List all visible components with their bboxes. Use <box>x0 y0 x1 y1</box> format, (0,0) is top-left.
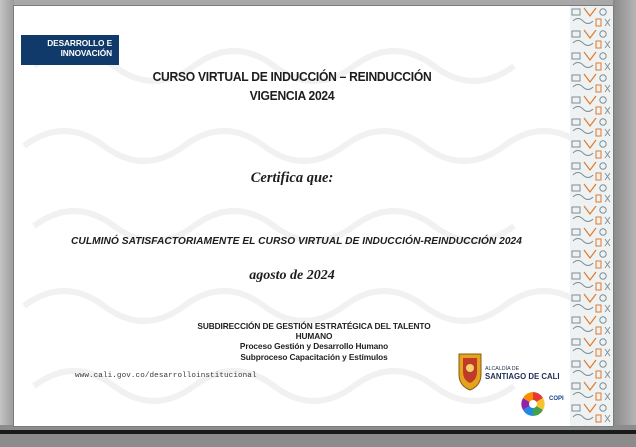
department-badge <box>21 35 119 65</box>
viewer-frame-bottom-edge <box>0 430 636 434</box>
issuer-block <box>184 321 444 362</box>
department-line-2: INNOVACIÓN <box>60 47 112 58</box>
alcaldia-line-1: ALCALDÍA DE <box>485 366 520 372</box>
viewer-frame-bottom <box>0 425 636 447</box>
course-title: CURSO VIRTUAL DE INDUCCIÓN – REINDUCCIÓN <box>152 69 432 84</box>
website-url: www.cali.gov.co/desarrolloinstitucional <box>75 372 257 380</box>
certifies-heading: Certifica que: <box>250 170 334 186</box>
viewer-frame-right <box>613 0 636 447</box>
alcaldia-line-2: SANTIAGO DE CALI <box>485 372 560 381</box>
course-validity: VIGENCIA 2024 <box>249 88 335 103</box>
copi-logo-icon <box>520 389 572 419</box>
certificate-date: agosto de 2024 <box>249 268 335 283</box>
certificate-page <box>14 6 613 426</box>
issuer-line-1: SUBDIRECCIÓN DE GESTIÓN ESTRATÉGICA DEL TALENTO <box>197 321 431 331</box>
cali-shield-icon <box>457 352 483 392</box>
issuer-line-3: Proceso Gestión y Desarrollo Humano <box>239 341 389 352</box>
issuer-line-2: HUMANO <box>295 331 333 342</box>
department-line-1: DESARROLLO E <box>47 38 112 48</box>
issuer-line-4: Subproceso Capacitación y Estímulos <box>240 351 388 362</box>
decorative-pattern-strip <box>570 6 613 426</box>
viewer-frame-left <box>0 0 14 447</box>
copi-logo-text: COPI <box>549 396 564 402</box>
alcaldia-logo <box>485 365 560 381</box>
completion-statement: CULMINÓ SATISFACTORIAMENTE EL CURSO VIRTUAL DE INDUCCIÓN-REINDUCCIÓN 2024 <box>71 236 522 247</box>
